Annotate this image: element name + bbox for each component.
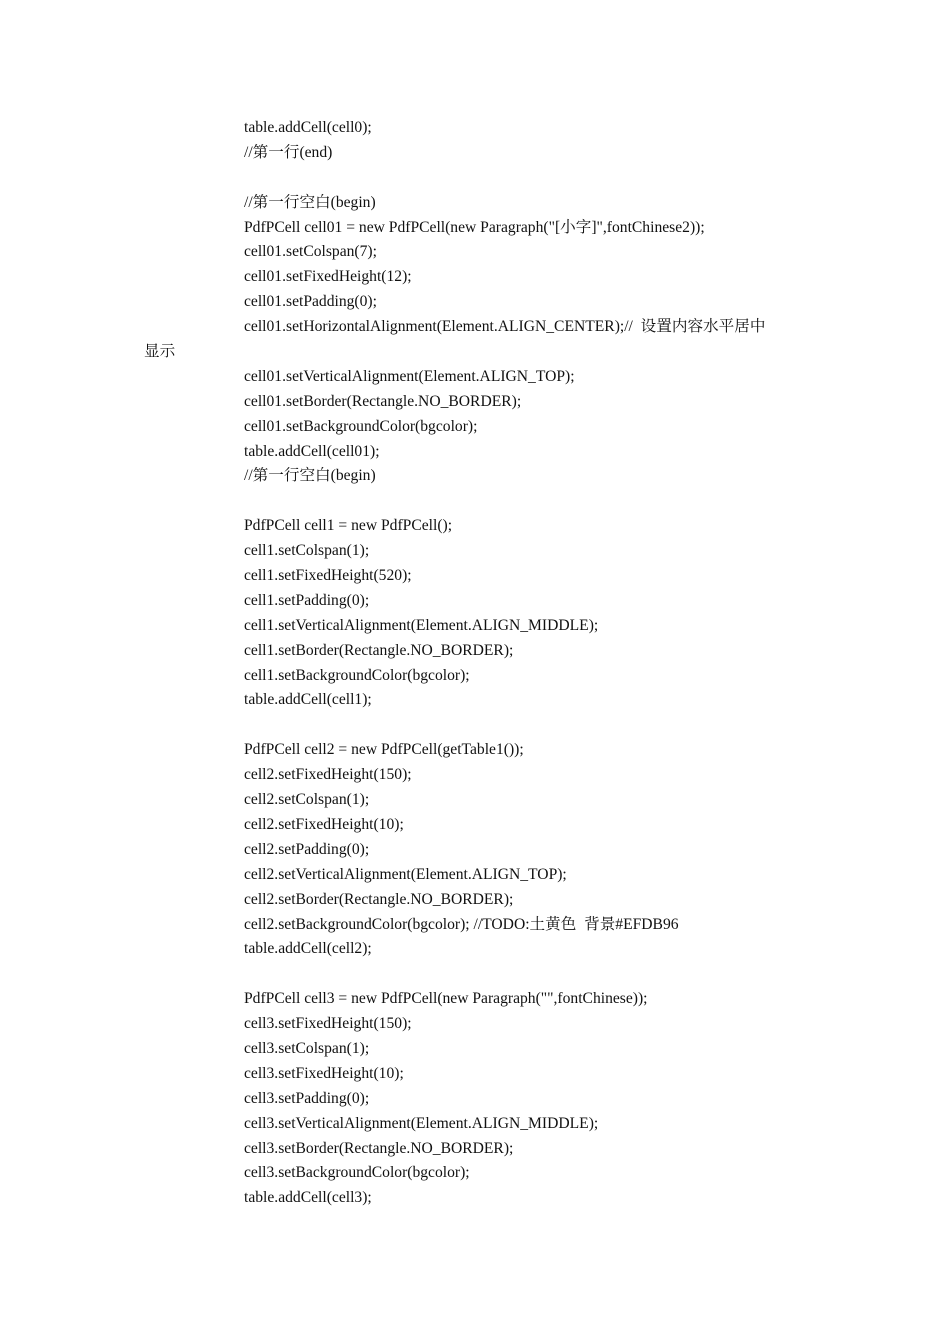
code-line: table.addCell(cell2); [244,940,372,958]
code-line: cell1.setFixedHeight(520); [244,567,412,585]
blank-line [244,713,884,738]
code-comment: //第一行空白(begin) [244,193,376,211]
code-line: cell3.setFixedHeight(10); [244,1064,404,1082]
code-line: cell01.setBackgroundColor(bgcolor); [244,417,478,435]
code-line: PdfPCell cell2 = new PdfPCell(getTable1()); [244,741,524,759]
code-line: cell3.setBackgroundColor(bgcolor); [244,1164,470,1182]
code-line: PdfPCell cell1 = new PdfPCell(); [244,517,453,535]
code-line: cell2.setFixedHeight(150); [244,766,412,784]
code-line: cell01.setBorder(Rectangle.NO_BORDER); [244,392,522,410]
code-line: cell3.setBorder(Rectangle.NO_BORDER); [244,1139,514,1157]
code-line: table.addCell(cell1); [244,691,372,709]
code-line: table.addCell(cell0); [244,119,372,136]
code-line: cell3.setPadding(0); [244,1089,370,1107]
code-listing [144,116,884,1211]
blank-line [244,489,884,514]
code-line: cell1.setVerticalAlignment(Element.ALIGN_MIDDLE); [244,616,599,634]
code-line: cell2.setColspan(1); [244,791,370,809]
blank-line [244,166,884,191]
code-line: cell1.setBackgroundColor(bgcolor); [244,666,470,684]
code-line: cell1.setColspan(1); [244,542,370,560]
code-line: cell01.setFixedHeight(12); [244,268,412,286]
code-comment: //第一行空白(begin) [244,467,376,485]
code-line: cell2.setBorder(Rectangle.NO_BORDER); [244,890,514,908]
code-line: cell2.setBackgroundColor(bgcolor); //TODO:土黄色 背景#EFDB96 [244,915,679,933]
code-line: PdfPCell cell01 = new PdfPCell(new Paragraph("[小字]",fontChinese2)); [244,218,705,236]
code-line: PdfPCell cell3 = new PdfPCell(new Paragraph("",fontChinese)); [244,990,648,1008]
code-line: cell1.setBorder(Rectangle.NO_BORDER); [244,641,514,659]
code-line: cell01.setVerticalAlignment(Element.ALIGN_TOP); [244,367,575,385]
code-line: cell01.setPadding(0); [244,293,377,311]
code-line: cell01.setColspan(7); [244,243,377,261]
wrapped-comment-continuation: 显示 [144,343,176,361]
blank-line [244,962,884,987]
code-line: cell2.setVerticalAlignment(Element.ALIGN_TOP); [244,865,567,883]
code-line: cell2.setPadding(0); [244,840,370,858]
code-line: cell2.setFixedHeight(10); [244,815,404,833]
code-line: table.addCell(cell01); [244,442,380,460]
code-line: cell3.setFixedHeight(150); [244,1015,412,1033]
code-line: cell1.setPadding(0); [244,591,370,609]
code-comment: //第一行(end) [244,143,333,161]
code-line: cell3.setVerticalAlignment(Element.ALIGN_MIDDLE); [244,1114,599,1132]
code-line: cell01.setHorizontalAlignment(Element.ALIGN_CENTER);// 设置内容水平居中 [244,318,766,336]
code-line: cell3.setColspan(1); [244,1039,370,1057]
code-line: table.addCell(cell3); [244,1189,372,1207]
